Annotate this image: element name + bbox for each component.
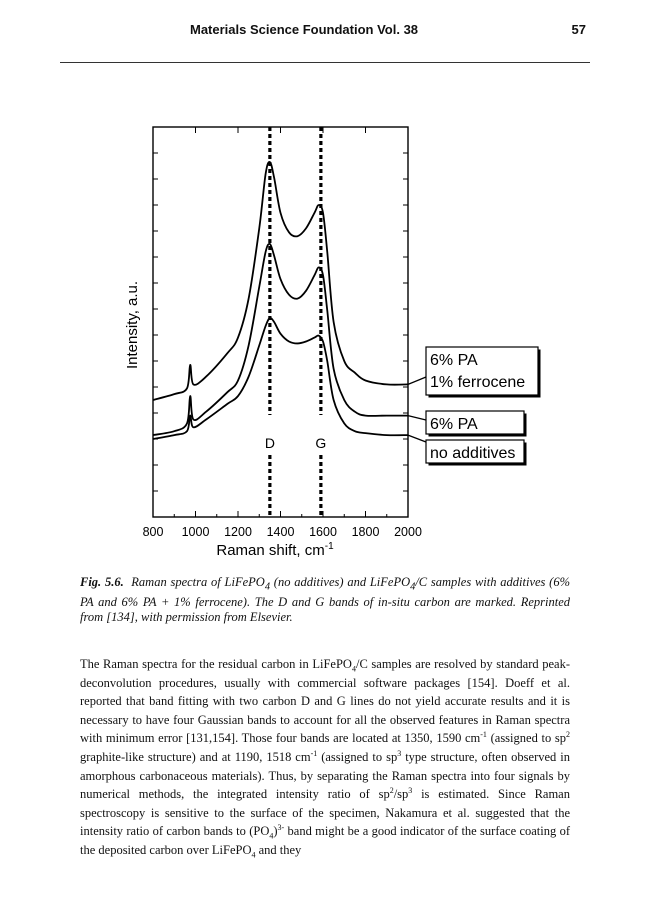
figure-label: Fig. 5.6. xyxy=(80,575,124,589)
x-tick-label: 2000 xyxy=(394,525,422,539)
x-tick-label: 1000 xyxy=(181,525,210,539)
legend-leader xyxy=(408,435,426,442)
x-axis-ticks xyxy=(143,127,422,539)
journal-title: Materials Science Foundation Vol. 38 xyxy=(190,22,419,37)
series-line-2 xyxy=(153,244,408,435)
legend-label: 6% PA xyxy=(430,416,478,433)
band-label-D: D xyxy=(264,435,275,451)
header-rule xyxy=(60,62,590,63)
running-header xyxy=(60,22,590,42)
legend-label-line2: 1% ferrocene xyxy=(430,374,526,391)
x-tick-label: 800 xyxy=(142,525,164,539)
plot-frame xyxy=(153,127,408,517)
y-axis-ticks xyxy=(153,153,408,491)
x-tick-label: 1400 xyxy=(266,525,295,539)
legend-label: no additives xyxy=(430,445,516,462)
series-lines xyxy=(153,162,408,439)
x-axis-label: Raman shift, $cm^{-1}$ xyxy=(216,541,334,559)
legend xyxy=(408,347,541,466)
x-tick-label: 1800 xyxy=(351,525,380,539)
x-tick-label: 1600 xyxy=(309,525,337,539)
legend-leader xyxy=(408,416,426,420)
y-axis-label: Intensity, a.u. xyxy=(124,280,141,370)
legend-leader xyxy=(408,377,426,384)
figure-caption: Fig. 5.6. Raman spectra of LiFePO$_4$ (no additives) and LiFePO$_4$/C samples with additives (6% PA and 6% PA + 1% ferrocene). The D and G bands of in-situ carbon are marked. Reprinted from [134], with permission from Elsevier. xyxy=(80,575,571,624)
x-tick-label: 1200 xyxy=(224,525,252,539)
legend-label: 6% PA xyxy=(430,352,478,369)
page-number: 57 xyxy=(571,22,586,37)
band-label-G: G xyxy=(315,435,327,451)
body-paragraph: The Raman spectra for the residual carbon in LiFePO$_4$/C samples are resolved by standard peak-deconvolution procedures, usually with commercial software packages [154]. Doeff et al. reported that band fitting with two carbon D and G lines do not yield accurate results and it is necessary to have four Gaussian bands to account for all the observed features in Raman spectra with minimum error [131,154]. Those four bands are located at 1350, 1590 $cm^{-1}$ (assigned to $sp^2$ graphite-like structure) and at 1190, 1518 $cm^{-1}$ (assigned to $sp^3$ type structure, often observed in amorphous carbonaceous materials). Thus, by separating the Raman spectra into four signals by numerical methods, the integrated intensity ratio of $sp^2/sp^3$ is estimated. Since Raman spectroscopy is sensitive to the surface of the specimen, Nakamura et al. suggested that the intensity ratio of carbon bands to $(PO_4)^{3-}$ band might be a good indicator of the surface coating of the deposited carbon over LiFePO$_4$ and they xyxy=(80,657,571,860)
raman-chart xyxy=(100,115,560,565)
plot-border xyxy=(153,127,408,517)
